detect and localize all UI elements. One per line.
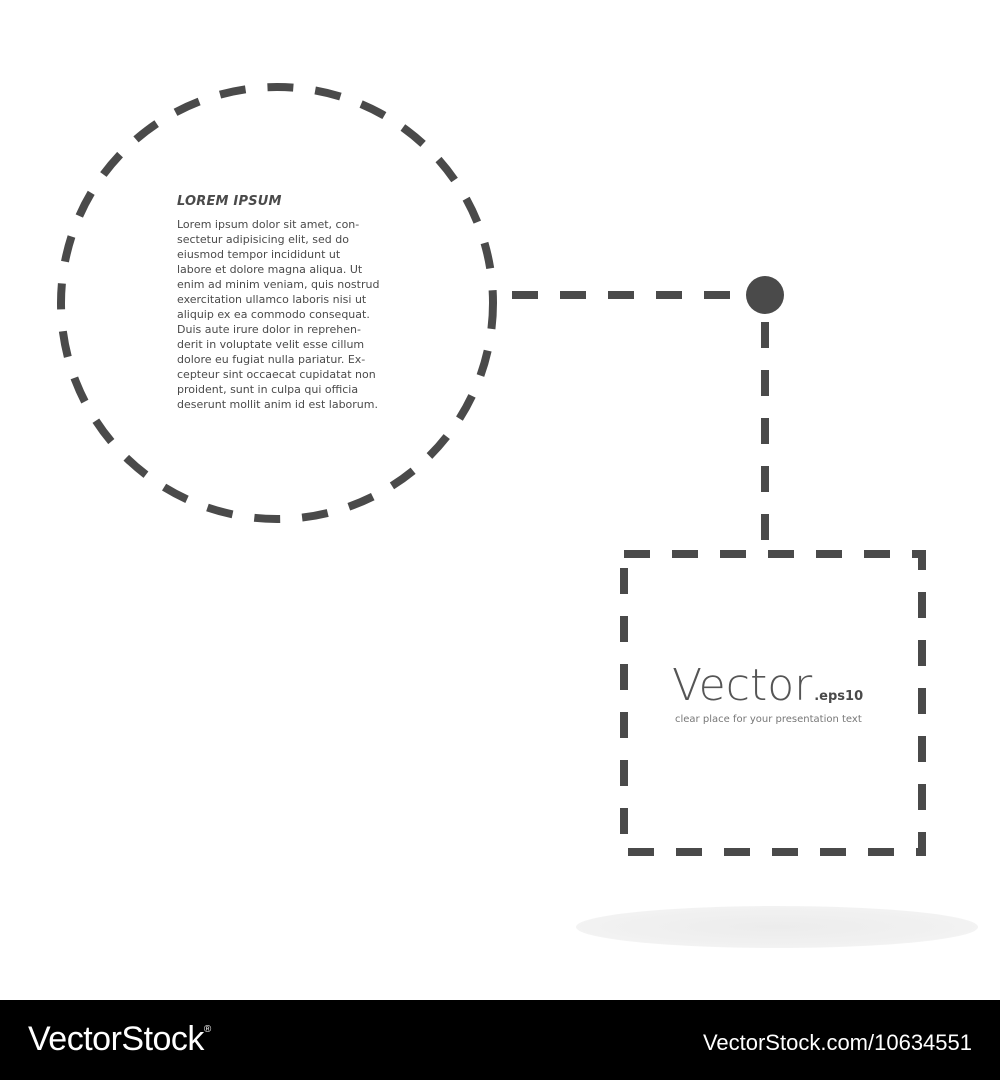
body-line: aliquip ex ea commodo consequat. xyxy=(177,308,370,321)
body-line: dolore eu fugiat nulla pariatur. Ex- xyxy=(177,353,366,366)
body-line: eiusmod tempor incididunt ut xyxy=(177,248,341,261)
vector-heading xyxy=(672,660,912,711)
footer-brand-logo xyxy=(28,1020,211,1059)
square-text-block xyxy=(672,660,912,725)
registered-mark: ® xyxy=(203,1024,211,1035)
body-line: labore et dolore magna aliqua. Ut xyxy=(177,263,363,276)
body-line: sectetur adipisicing elit, sed do xyxy=(177,233,349,246)
vector-word: Vector xyxy=(672,660,813,711)
body-line: Lorem ipsum dolor sit amet, con- xyxy=(177,218,360,231)
junction-dot xyxy=(746,276,784,314)
circle-title: LOREM IPSUM xyxy=(177,194,282,209)
body-line: exercitation ullamco laboris nisi ut xyxy=(177,293,367,306)
circle-body-text xyxy=(177,217,399,412)
floor-shadow xyxy=(576,906,978,948)
circle-text-block xyxy=(177,194,399,412)
eps-suffix: .eps10 xyxy=(814,689,864,704)
footer-image-id: VectorStock.com/10634551 xyxy=(702,1030,972,1055)
body-line: enim ad minim veniam, quis nostrud xyxy=(177,278,380,291)
body-line: proident, sunt in culpa qui officia xyxy=(177,383,359,396)
body-line: cepteur sint occaecat cupidatat non xyxy=(177,368,376,381)
body-line: derit in voluptate velit esse cillum xyxy=(177,338,365,351)
square-caption: clear place for your presentation text xyxy=(675,714,862,725)
footer-brand-text: VectorStock xyxy=(28,1020,204,1058)
body-line: Duis aute irure dolor in reprehen- xyxy=(177,323,361,336)
body-line: deserunt mollit anim id est laborum. xyxy=(177,398,378,411)
watermark-footer xyxy=(0,1000,1000,1080)
